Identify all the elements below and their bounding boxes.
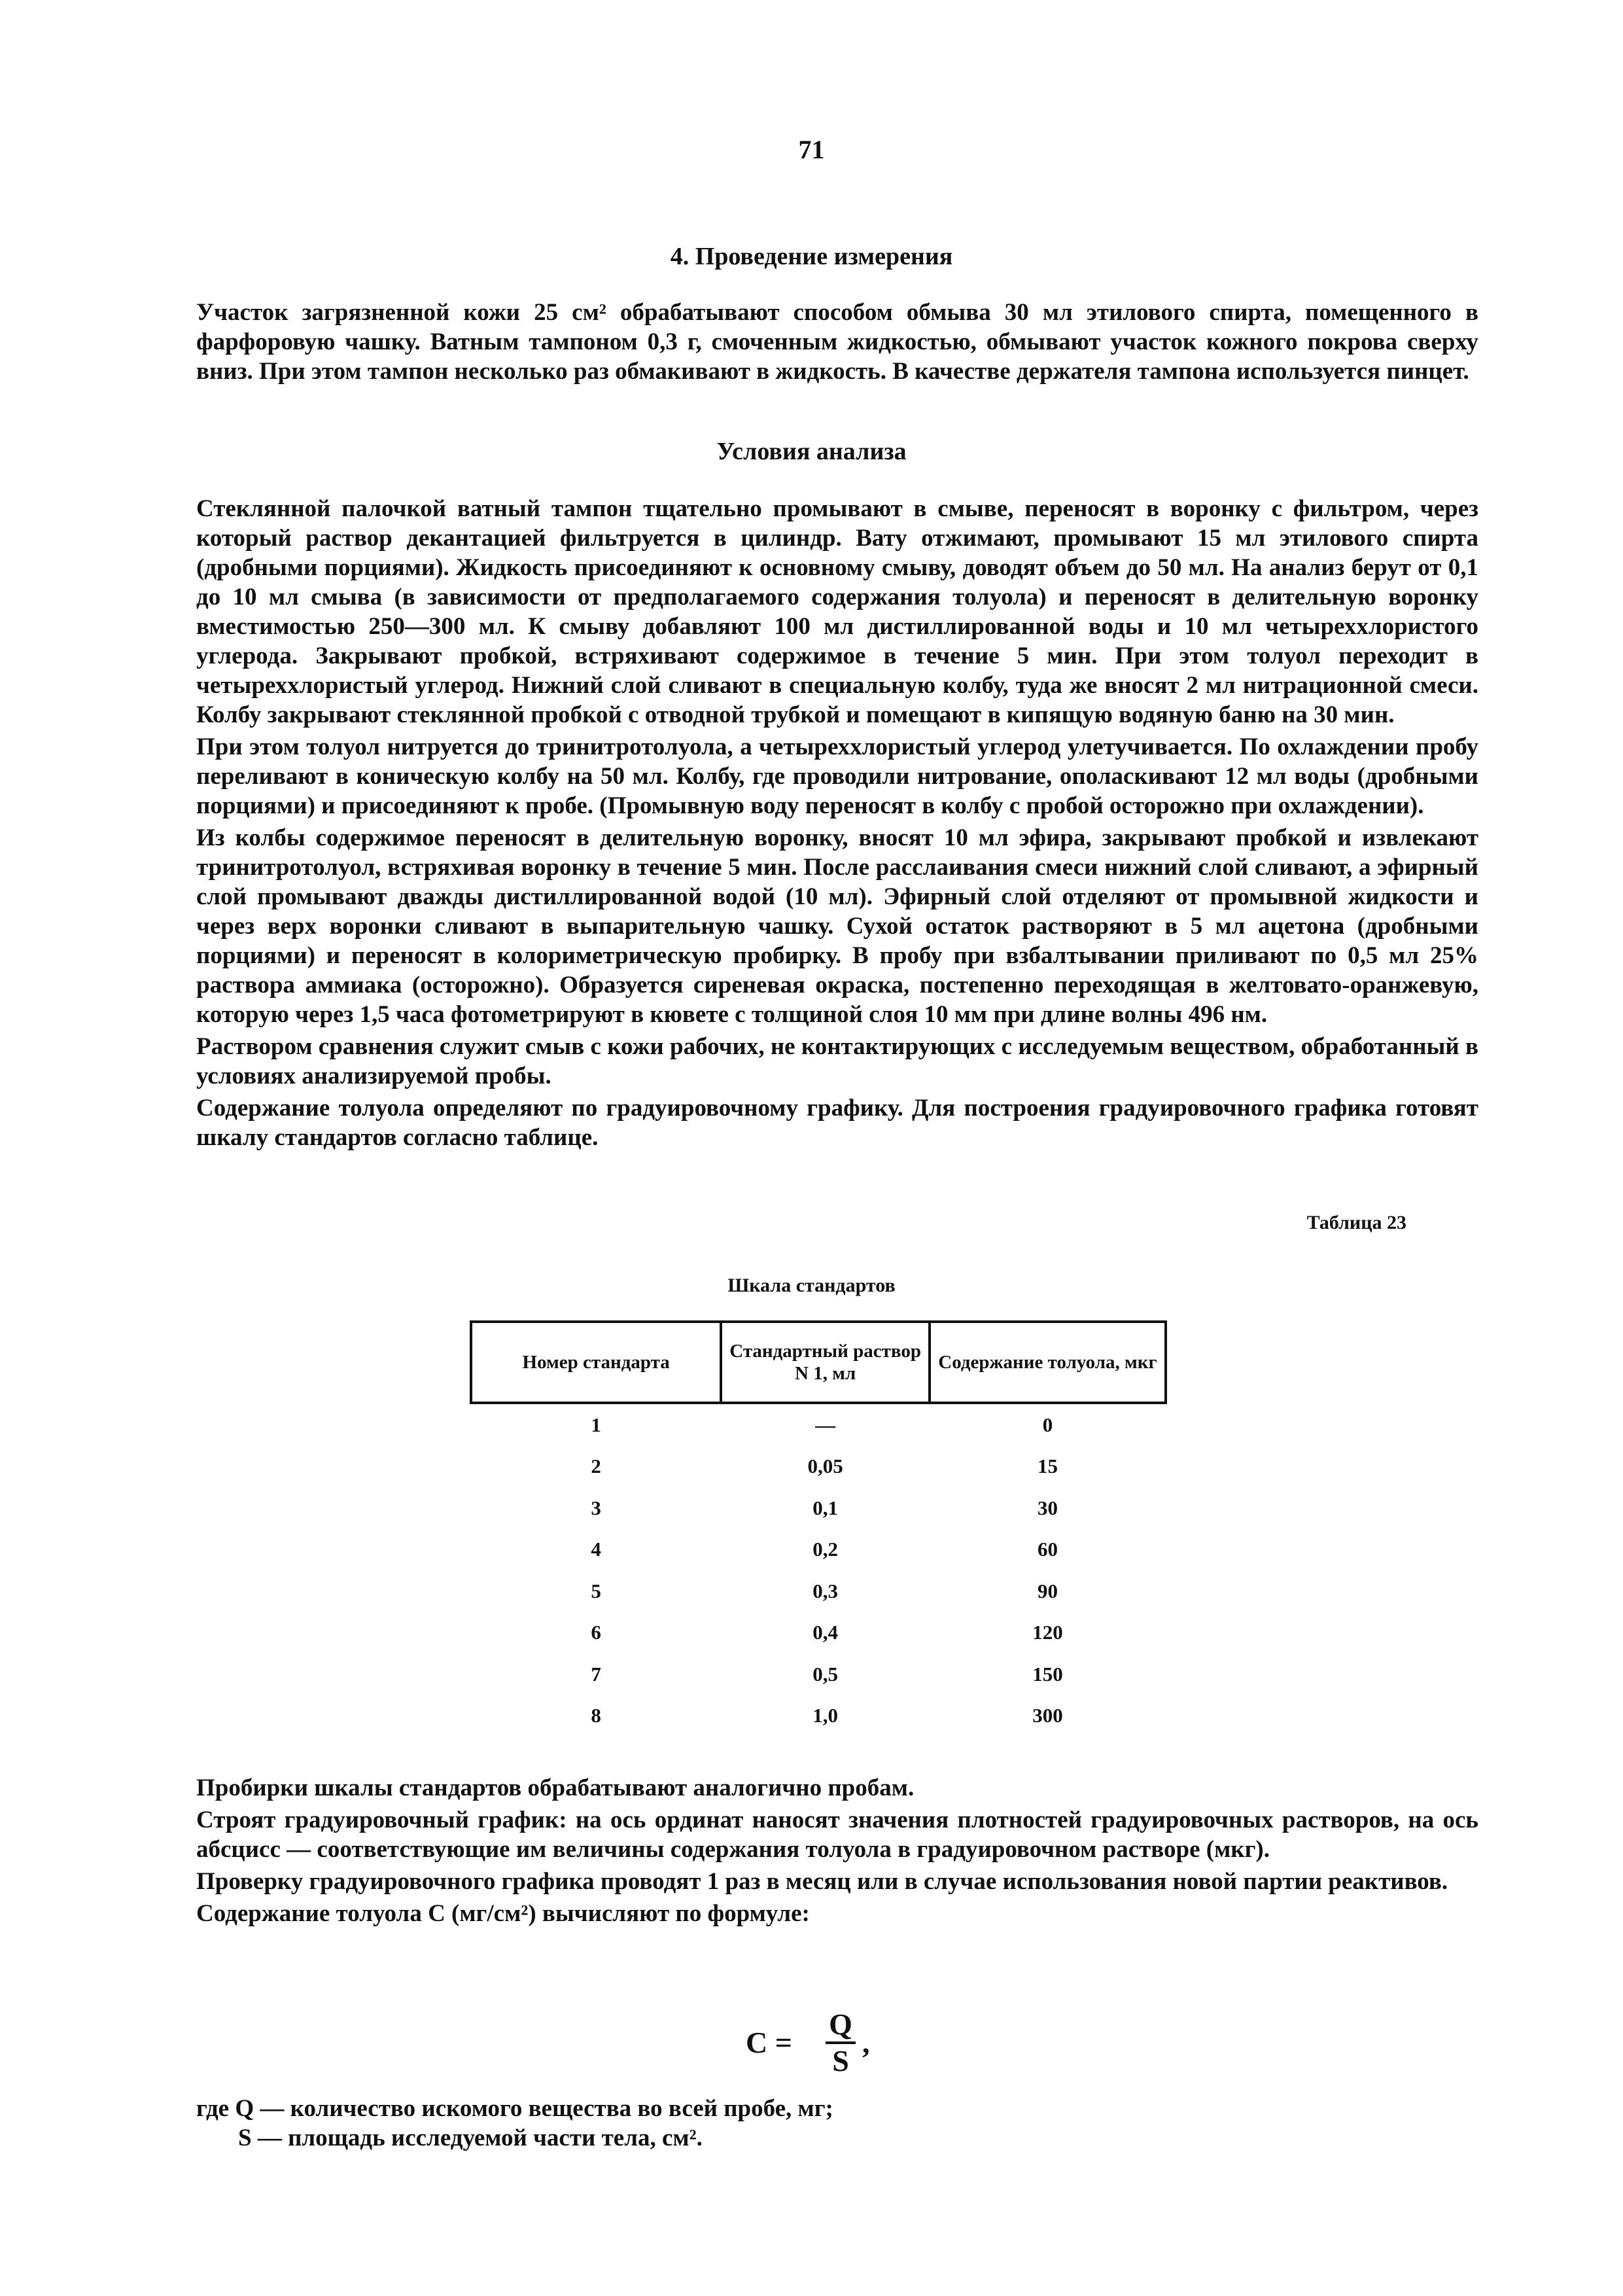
- formula-denominator: S: [832, 2044, 849, 2077]
- after-paragraph: Содержание толуола С (мг/см²) вычисляют по формуле:: [196, 1900, 810, 1927]
- table-cell: 15: [1037, 1455, 1058, 1478]
- table-cell: 1,0: [812, 1704, 838, 1727]
- analysis-heading: Условия анализа: [716, 438, 907, 465]
- table-cell: 150: [1032, 1662, 1063, 1686]
- table-header-row: [471, 1322, 1166, 1403]
- table-cell: 0: [1042, 1413, 1053, 1436]
- table-row: [471, 1529, 1166, 1571]
- formula-legend: [196, 2094, 1478, 2153]
- after-paragraph: Строят градуировочный график: на ось ординат наносят значения плотностей градуировочных растворов, на ось абсцисс — соответствующие им величины содержания толуола в градуировочном растворе (мкг).: [196, 1807, 1478, 1863]
- table-cell: 0,05: [807, 1455, 843, 1478]
- table-caption: Таблица 23: [1306, 1212, 1406, 1233]
- table-cell: 1: [591, 1413, 601, 1436]
- legend-line: S — площадь исследуемой части тела, см².: [238, 2125, 703, 2151]
- table-cell: —: [815, 1413, 836, 1436]
- table-cell: 90: [1037, 1579, 1058, 1602]
- table-row: [471, 1487, 1166, 1529]
- formula-fraction: [826, 2009, 856, 2077]
- after-paragraph: Проверку градуировочного графика проводят 1 раз в месяц или в случае использования новой партии реактивов.: [196, 1868, 1448, 1895]
- table-cell: 6: [591, 1621, 601, 1644]
- table-row: [471, 1446, 1166, 1488]
- table-row: [471, 1403, 1166, 1446]
- table-header-cell: Номер стандарта: [471, 1322, 721, 1403]
- table-cell: 60: [1037, 1538, 1058, 1561]
- table-cell: 0,4: [812, 1621, 838, 1644]
- formula-suffix: ,: [862, 2026, 870, 2059]
- section-paragraph-block: [196, 298, 1478, 386]
- section-paragraph: Участок загрязненной кожи 25 см² обрабатывают способом обмыва 30 мл этилового спирта, помещенного в фарфоровую чашку. Ватным тампоном 0,3 г, смоченным жидкостью, обмывают участок кожного покрова сверху вниз. При этом тампон несколько раз обмакивают в жидкость. В качестве держателя тампона используется пинцет.: [196, 299, 1478, 385]
- table-cell: 3: [591, 1496, 601, 1519]
- table-title: Шкала стандартов: [727, 1275, 896, 1296]
- table-row: [471, 1695, 1166, 1737]
- legend-line: где Q — количество искомого вещества во всей пробе, мг;: [196, 2095, 833, 2122]
- table-cell: 7: [591, 1662, 601, 1686]
- analysis-paragraph: При этом толуол нитруется до тринитротолуола, а четыреххлористый углерод улетучивается. По охлаждении пробу переливают в коническую колбу на 50 мл. Колбу, где проводили нитрование, ополаскивают 12 мл воды (дробными порциями) и присоединяют к пробе. (Промывную воду переносят в колбу с пробой осторожно при охлаждении).: [196, 733, 1478, 819]
- formula-numerator: Q: [829, 2007, 852, 2041]
- table-cell: 8: [591, 1704, 601, 1727]
- standards-table: [470, 1320, 1167, 1737]
- analysis-text-block: [196, 494, 1478, 1152]
- analysis-paragraph: Раствором сравнения служит смыв с кожи рабочих, не контактирующих с исследуемым веществом, обработанный в условиях анализируемой пробы.: [196, 1033, 1478, 1089]
- table-cell: 30: [1037, 1496, 1058, 1519]
- after-paragraph: Пробирки шкалы стандартов обрабатывают аналогично пробам.: [196, 1775, 915, 1801]
- table-cell: 5: [591, 1579, 601, 1602]
- analysis-paragraph: Из колбы содержимое переносят в делительную воронку, вносят 10 мл эфира, закрывают пробкой и извлекают тринитротолуол, встряхивая воронку в течение 5 мин. После расслаивания смеси нижний слой сливают, а эфирный слой промывают дважды дистиллированной водой (10 мл). Эфирный слой отделяют от промывной жидкости и через верх воронки сливают в выпарительную чашку. Сухой остаток растворяют в 5 мл ацетона (дробными порциями) и переносят в колориметрическую пробирку. В пробу при взбалтывании приливают по 0,5 мл 25% раствора аммиака (осторожно). Образуется сиреневая окраска, постепенно переходящая в желтовато-оранжевую, которую через 1,5 часа фотометрируют в кювете с толщиной слоя 10 мм при длине волны 496 нм.: [196, 824, 1478, 1028]
- table-row: [471, 1570, 1166, 1612]
- table-cell: 300: [1032, 1704, 1063, 1727]
- table-cell: 2: [591, 1455, 601, 1478]
- section-heading: 4. Проведение измерения: [670, 243, 953, 270]
- page-number: 71: [798, 135, 825, 164]
- table-cell: 120: [1032, 1621, 1063, 1644]
- table-row: [471, 1653, 1166, 1695]
- table-cell: 0,1: [812, 1496, 838, 1519]
- formula-lhs: С =: [746, 2026, 792, 2059]
- analysis-paragraph: Стеклянной палочкой ватный тампон тщательно промывают в смыве, переносят в воронку с фильтром, через который раствор декантацией фильтруется в цилиндр. Вату отжимают, промывают 15 мл этилового спирта (дробными порциями). Жидкость присоединяют к основному смыву, доводят объем до 50 мл. На анализ берут от 0,1 до 10 мл смыва (в зависимости от предполагаемого содержания толуола) и переносят в делительную воронку вместимостью 250—300 мл. К смыву добавляют 100 мл дистиллированной воды и 10 мл четыреххлористого углерода. Закрывают пробкой, встряхивают содержимое в течение 5 мин. При этом толуол переходит в четыреххлористый углерод. Нижний слой сливают в специальную колбу, туда же вносят 2 мл нитрационной смеси. Колбу закрывают стеклянной пробкой с отводной трубкой и помещают в кипящую водяную баню на 30 мин.: [196, 495, 1478, 728]
- table-cell: 0,2: [812, 1538, 838, 1561]
- concentration-formula: [746, 2009, 916, 2081]
- table-header-cell: Содержание толуола, мкг: [930, 1322, 1166, 1403]
- after-table-text-block: [196, 1773, 1478, 1928]
- table-cell: 0,5: [812, 1662, 838, 1686]
- table-header-cell: Стандартный раствор N 1, мл: [721, 1322, 930, 1403]
- table-row: [471, 1612, 1166, 1654]
- analysis-paragraph: Содержание толуола определяют по градуировочному графику. Для построения градуировочного графика готовят шкалу стандартов согласно таблице.: [196, 1095, 1478, 1151]
- table-cell: 0,3: [812, 1579, 838, 1602]
- table-cell: 4: [591, 1538, 601, 1561]
